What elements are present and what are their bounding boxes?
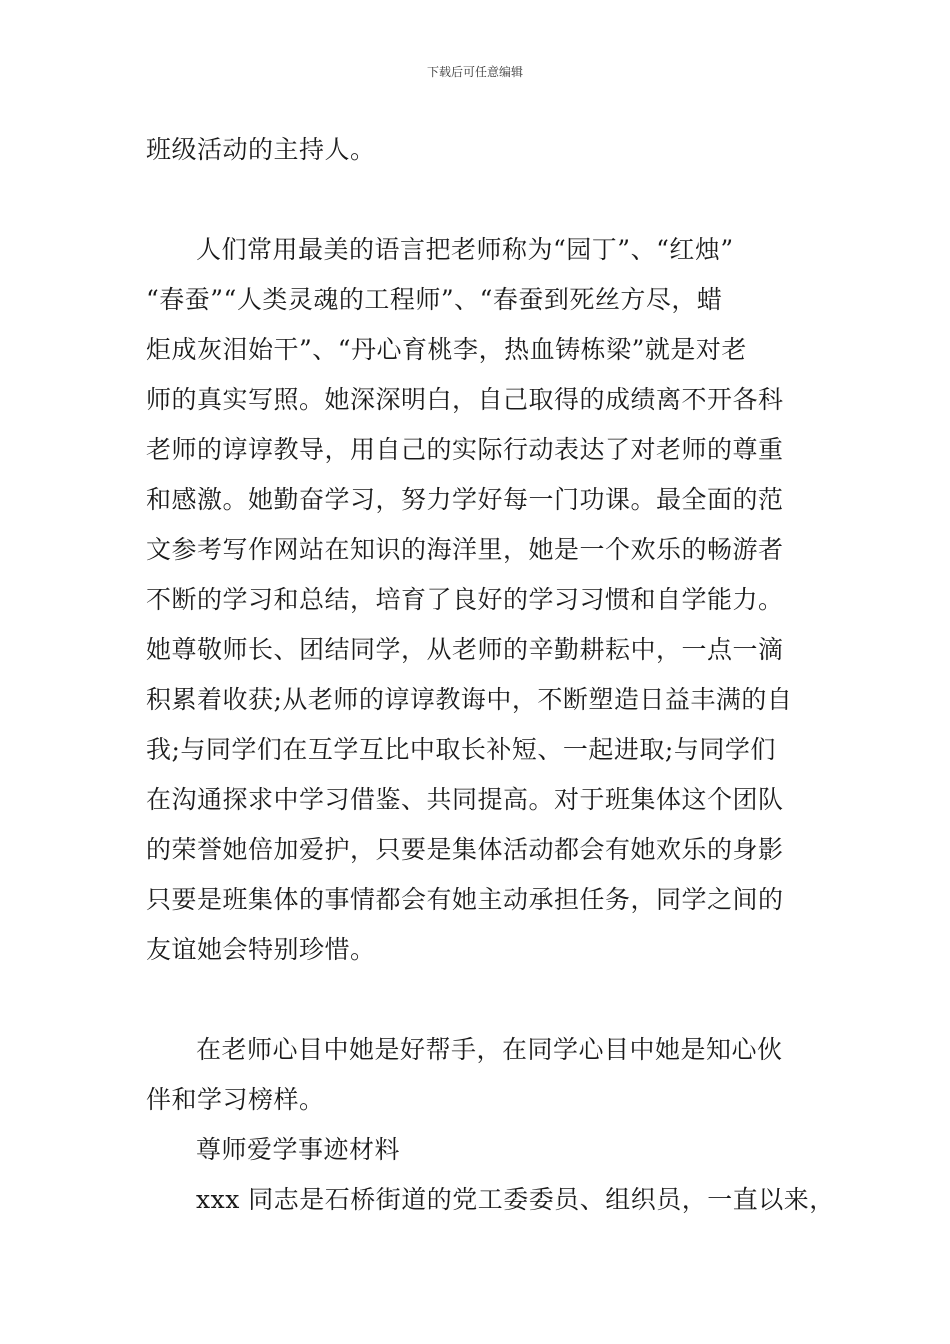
paragraph-first-line: 在老师心目中她是好帮手，在同学心目中她是知心伙 — [196, 1035, 783, 1064]
paragraph-first-line: xxx 同志是石桥街道的党工委委员、组织员，一直以来， — [196, 1185, 835, 1214]
text-line: “春蚕”“人类灵魂的工程师”、“春蚕到死丝方尽，蜡 — [146, 285, 723, 314]
text-line: 只要是班集体的事情都会有她主动承担任务，同学之间的 — [146, 885, 784, 914]
text-line: 我;与同学们在互学互比中取长补短、一起进取;与同学们 — [146, 735, 776, 764]
text-line: 师的真实写照。她深深明白，自己取得的成绩离不开各科 — [146, 385, 784, 414]
text-line: 伴和学习榜样。 — [146, 1085, 325, 1114]
text-line: 老师的谆谆教导，用自己的实际行动表达了对老师的尊重 — [146, 435, 784, 464]
text-line: 她尊敬师长、团结同学，从老师的辛勤耕耘中，一点一滴 — [146, 635, 784, 664]
text-line: 炬成灰泪始干”、“丹心育桃李，热血铸栋梁”就是对老 — [146, 335, 747, 364]
text-line: 的荣誉她倍加爱护，只要是集体活动都会有她欢乐的身影 — [146, 835, 784, 864]
text-line: 不断的学习和总结，培育了良好的学习习惯和自学能力。 — [146, 585, 784, 614]
text-line: 积累着收获;从老师的谆谆教诲中，不断塑造日益丰满的自 — [146, 685, 793, 714]
section-heading: 尊师爱学事迹材料 — [196, 1135, 401, 1164]
text-line: 班级活动的主持人。 — [146, 135, 376, 164]
text-line: 文参考写作网站在知识的海洋里，她是一个欢乐的畅游者 — [146, 535, 784, 564]
page-header-note: 下载后可任意编辑 — [426, 65, 523, 79]
text-line: 在沟通探求中学习借鉴、共同提高。对于班集体这个团队 — [146, 785, 784, 814]
paragraph-first-line: 人们常用最美的语言把老师称为“园丁”、“红烛” — [196, 235, 734, 264]
text-line: 和感激。她勤奋学习，努力学好每一门功课。最全面的范 — [146, 485, 784, 514]
text-line: 友谊她会特别珍惜。 — [146, 935, 376, 964]
